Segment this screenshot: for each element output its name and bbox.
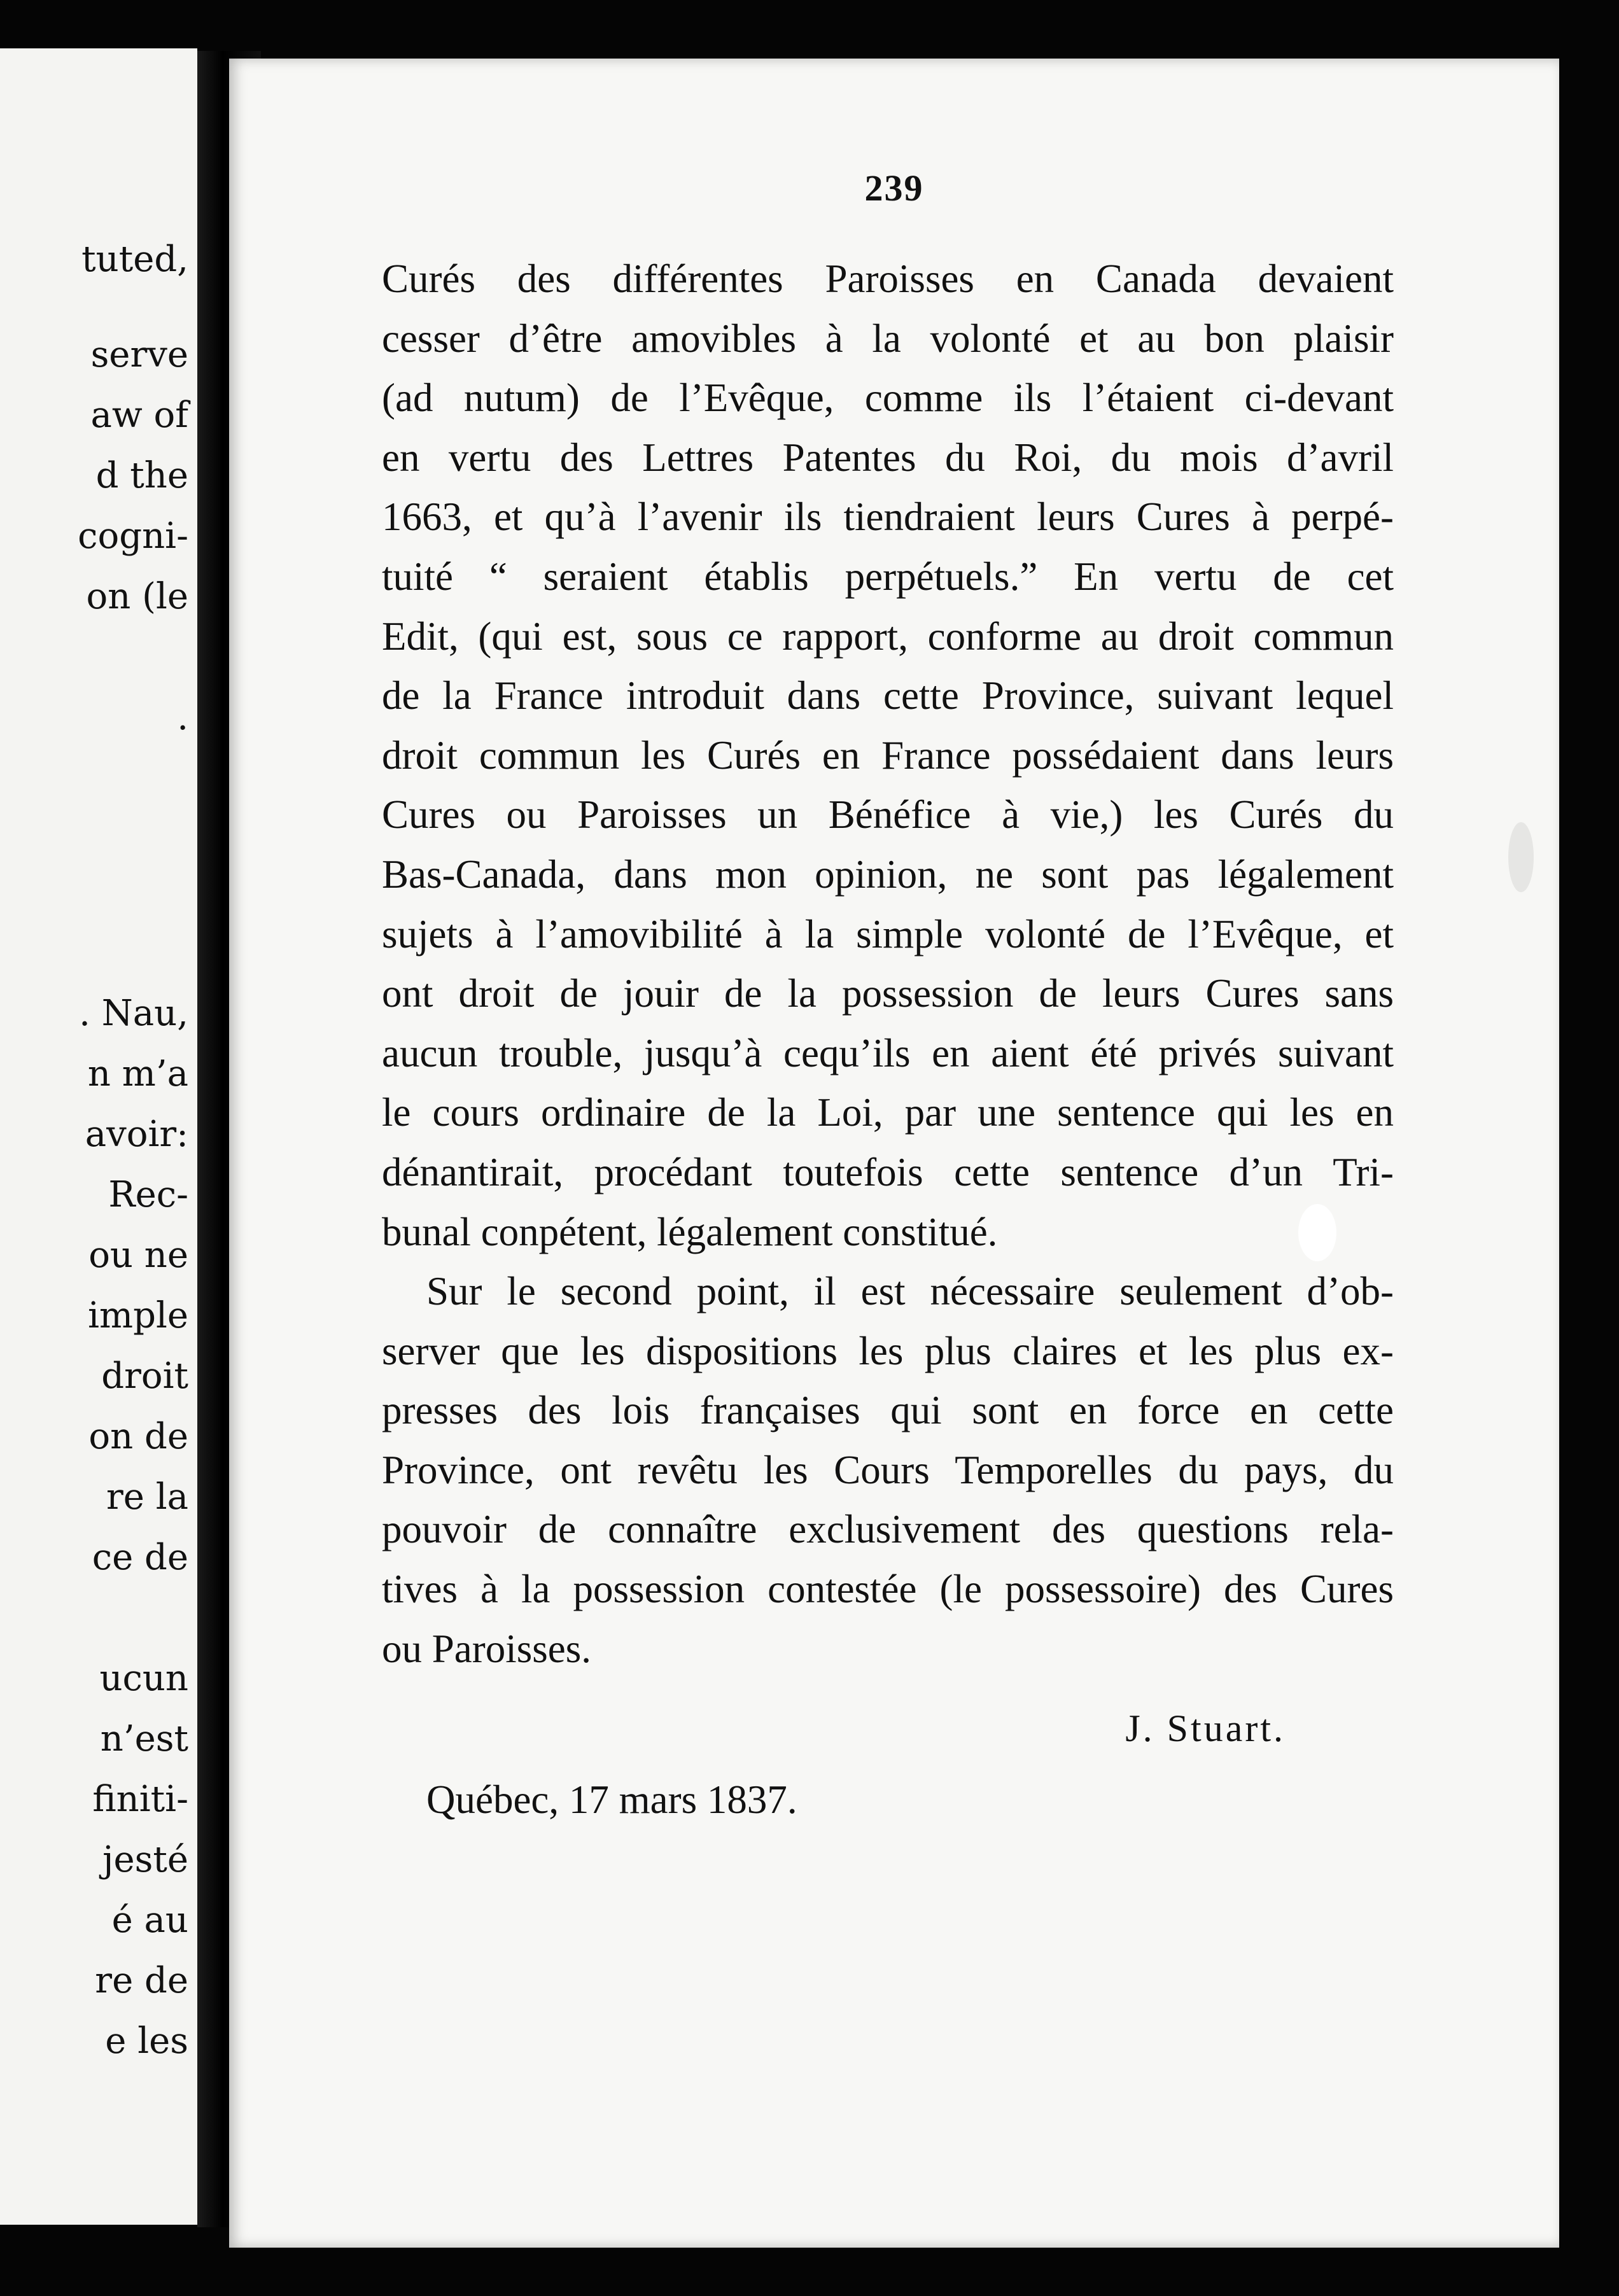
left-page-line: é au bbox=[111, 1900, 188, 1941]
text-line: dénantirait, procédant toutefois cette sentence d’un Tri- bbox=[382, 1149, 1394, 1194]
left-page-line: droit bbox=[101, 1355, 188, 1397]
text-line: 1663, et qu’à l’avenir ils tiendraient leurs Cures à perpé- bbox=[382, 494, 1394, 540]
text-line: le cours ordinaire de la Loi, par une sentence qui les en bbox=[382, 1090, 1394, 1135]
left-page-line: serve bbox=[90, 334, 188, 375]
left-page-line: n m’a bbox=[87, 1053, 188, 1095]
text-line: droit commun les Curés en France possédaient dans leurs bbox=[382, 732, 1394, 778]
text-line: de la France introduit dans cette Province, suivant lequel bbox=[382, 673, 1394, 718]
text-line: pouvoir de connaître exclusivement des questions rela- bbox=[382, 1507, 1394, 1552]
text-line: Province, ont revêtu les Cours Temporelles du pays, du bbox=[382, 1447, 1394, 1492]
left-page-line: ou ne bbox=[88, 1235, 188, 1276]
date-line: Québec, 17 mars 1837. bbox=[426, 1777, 797, 1822]
left-page-line: d the bbox=[95, 455, 188, 496]
left-page-line: ce de bbox=[92, 1537, 188, 1578]
text-line: Cures ou Paroisses un Bénéfice à vie,) les Curés du bbox=[382, 792, 1394, 837]
text-line: tuité “ seraient établis perpétuels.” En vertu de cet bbox=[382, 554, 1394, 599]
left-page-line: e les bbox=[105, 2020, 188, 2062]
page-number: 239 bbox=[864, 167, 924, 209]
text-line: en vertu des Lettres Patentes du Roi, du mois d’avril bbox=[382, 435, 1394, 480]
body-text bbox=[382, 249, 1394, 1679]
text-line: cesser d’être amovibles à la volonté et au bon plaisir bbox=[382, 316, 1394, 361]
left-page-line: cogni- bbox=[78, 515, 188, 557]
text-line: Curés des différentes Paroisses en Canada devaient bbox=[382, 256, 1394, 301]
left-page-line: on (le bbox=[86, 576, 188, 617]
left-page-line: Rec- bbox=[108, 1174, 188, 1215]
left-page-line: jesté bbox=[102, 1839, 188, 1880]
left-page-line: re la bbox=[106, 1476, 188, 1518]
text-line: ou Paroisses. bbox=[382, 1626, 591, 1671]
left-page-line: tuted, bbox=[81, 239, 188, 280]
signature: J. Stuart. bbox=[1125, 1707, 1286, 1749]
text-line: bunal conpétent, légalement constitué. bbox=[382, 1209, 998, 1254]
left-page-line: avoir: bbox=[85, 1114, 188, 1155]
left-page-line: ucun bbox=[99, 1658, 188, 1699]
left-page-line: on de bbox=[88, 1416, 188, 1457]
paper-blemish bbox=[1298, 1204, 1336, 1261]
left-page-line: n’est bbox=[100, 1718, 188, 1760]
text-line: (ad nutum) de l’Evêque, comme ils l’étaient ci-devant bbox=[382, 375, 1394, 421]
paper-blemish bbox=[1508, 822, 1534, 892]
text-line: Bas-Canada, dans mon opinion, ne sont pas légalement bbox=[382, 851, 1394, 897]
text-line: presses des lois françaises qui sont en force en cette bbox=[382, 1388, 1394, 1433]
left-page-line: . bbox=[177, 697, 188, 738]
book-page bbox=[229, 59, 1559, 2248]
text-line: server que les dispositions les plus claires et les plus ex- bbox=[382, 1328, 1394, 1373]
text-line: Edit, (qui est, sous ce rapport, conforme au droit commun bbox=[382, 613, 1394, 659]
text-line: tives à la possession contestée (le possessoire) des Cures bbox=[382, 1567, 1394, 1612]
left-page-line: re de bbox=[95, 1960, 188, 2001]
left-page-line: aw of bbox=[90, 395, 188, 436]
left-page-line: . Nau, bbox=[79, 993, 188, 1034]
text-line: Sur le second point, il est nécessaire seulement d’ob- bbox=[426, 1269, 1394, 1314]
text-line: ont droit de jouir de la possession de leurs Cures sans bbox=[382, 971, 1394, 1016]
text-line: aucun trouble, jusqu’à cequ’ils en aient été privés suivant bbox=[382, 1030, 1394, 1075]
text-line: sujets à l’amovibilité à la simple volonté de l’Evêque, et bbox=[382, 911, 1394, 956]
previous-page-fragment bbox=[0, 48, 197, 2225]
left-page-line: finiti- bbox=[92, 1779, 188, 1820]
left-page-line: imple bbox=[88, 1295, 188, 1336]
